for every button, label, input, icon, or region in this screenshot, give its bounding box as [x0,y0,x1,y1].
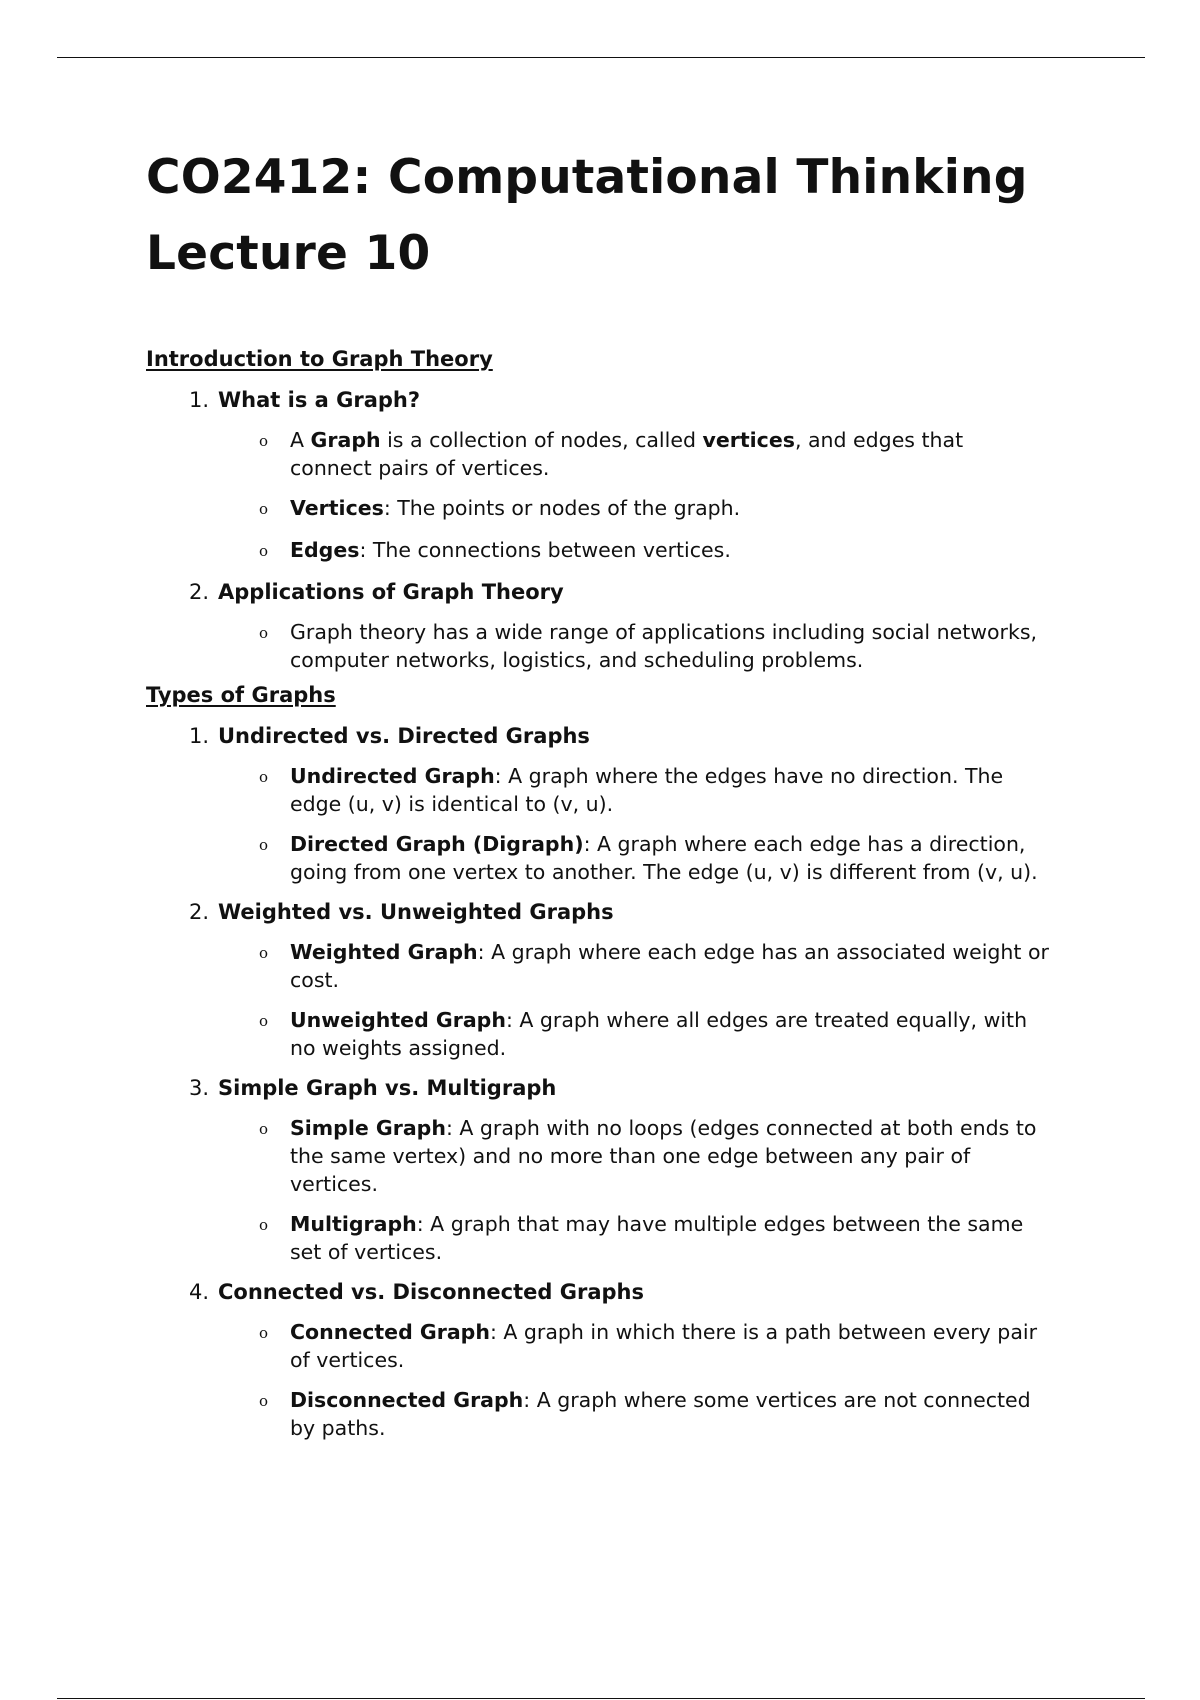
point-term: Unweighted Graph [290,1008,506,1032]
point-list [146,1114,1086,1266]
document-body [146,140,1086,1442]
topic-title: Connected vs. Disconnected Graphs [218,1280,644,1304]
list-item [146,494,1086,524]
bullet-icon: o [258,1216,268,1234]
list-item [146,938,1086,994]
topic-number: 3. [188,1076,209,1100]
point-text: : The points or nodes of the graph. [383,496,741,520]
title-line-1: CO2412: Computational Thinking [146,150,1028,205]
topic-title: What is a Graph? [218,388,421,412]
bullet-icon: o [258,624,268,642]
topic-number: 2. [188,900,209,924]
topic-title: Applications of Graph Theory [218,580,564,604]
point-text: : A graph with no loops (edges connected at both ends to the same vertex) and no more than one edge between any pair of vertices. [290,1116,1037,1196]
point-term: Directed Graph (Digraph) [290,832,584,856]
point-text: , and edges that connect pairs of vertices. [290,428,964,480]
point-text: : A graph where all edges are treated equally, with no weights assigned. [290,1008,1028,1060]
bottom-rule [57,1698,1145,1699]
point-text: Graph theory has a wide range of applications including social networks, computer networks, logistics, and scheduling problems. [290,620,1038,672]
point-term: Weighted Graph [290,940,478,964]
point-text: : A graph where each edge has an associated weight or cost. [290,940,1049,992]
bullet-icon: o [258,542,268,560]
bullet-icon: o [258,432,268,450]
point-list [146,938,1086,1062]
list-item [146,762,1086,818]
topic-item [146,898,1086,1062]
list-item [146,830,1086,886]
section-types-of-graphs [146,680,1086,1442]
bullet-icon: o [258,768,268,786]
bullet-icon: o [258,500,268,518]
section-heading: Introduction to Graph Theory [146,347,493,371]
point-term: vertices [702,428,795,452]
topic-number: 4. [188,1280,209,1304]
list-item [146,1114,1086,1198]
point-list [146,426,1086,566]
point-text: A [290,428,311,452]
bullet-icon: o [258,1324,268,1342]
point-list [146,618,1086,674]
topic-list [146,386,1086,674]
bullet-icon: o [258,1012,268,1030]
point-term: Disconnected Graph [290,1388,524,1412]
topic-item [146,1074,1086,1266]
point-text: : A graph where some vertices are not connected by paths. [290,1388,1031,1440]
point-term: Connected Graph [290,1320,490,1344]
point-term: Vertices [290,496,384,520]
point-text: : A graph in which there is a path between every pair of vertices. [290,1320,1038,1372]
section-introduction [146,344,1086,674]
point-text: : A graph that may have multiple edges between the same set of vertices. [290,1212,1024,1264]
bullet-icon: o [258,944,268,962]
point-text: is a collection of nodes, called [380,428,703,452]
list-item [146,536,1086,566]
topic-title: Weighted vs. Unweighted Graphs [218,900,614,924]
list-item [146,1006,1086,1062]
list-item [146,1210,1086,1266]
topic-item [146,386,1086,566]
point-text: : A graph where each edge has a direction, going from one vertex to another. The edge (u, v) is different from (v, u). [290,832,1038,884]
topic-item [146,578,1086,674]
topic-item [146,722,1086,886]
topic-title: Undirected vs. Directed Graphs [218,724,590,748]
point-term: Simple Graph [290,1116,446,1140]
bullet-icon: o [258,1392,268,1410]
point-text: : A graph where the edges have no direction. The edge (u, v) is identical to (v, u). [290,764,1004,816]
topic-number: 2. [188,580,209,604]
point-term: Graph [310,428,381,452]
list-item [146,1386,1086,1442]
list-item [146,1318,1086,1374]
topic-item [146,1278,1086,1442]
topic-number: 1. [188,724,209,748]
bullet-icon: o [258,1120,268,1138]
topic-number: 1. [188,388,209,412]
point-term: Edges [290,538,360,562]
list-item [146,618,1086,674]
topic-list [146,722,1086,1442]
point-term: Multigraph [290,1212,417,1236]
top-rule [57,57,1145,58]
point-list [146,1318,1086,1442]
section-heading: Types of Graphs [146,683,336,707]
topic-title: Simple Graph vs. Multigraph [218,1076,557,1100]
document-title [146,140,1086,292]
title-line-2: Lecture 10 [146,226,431,281]
point-term: Undirected Graph [290,764,495,788]
bullet-icon: o [258,836,268,854]
point-text: : The connections between vertices. [359,538,731,562]
point-list [146,762,1086,886]
list-item [146,426,1086,482]
